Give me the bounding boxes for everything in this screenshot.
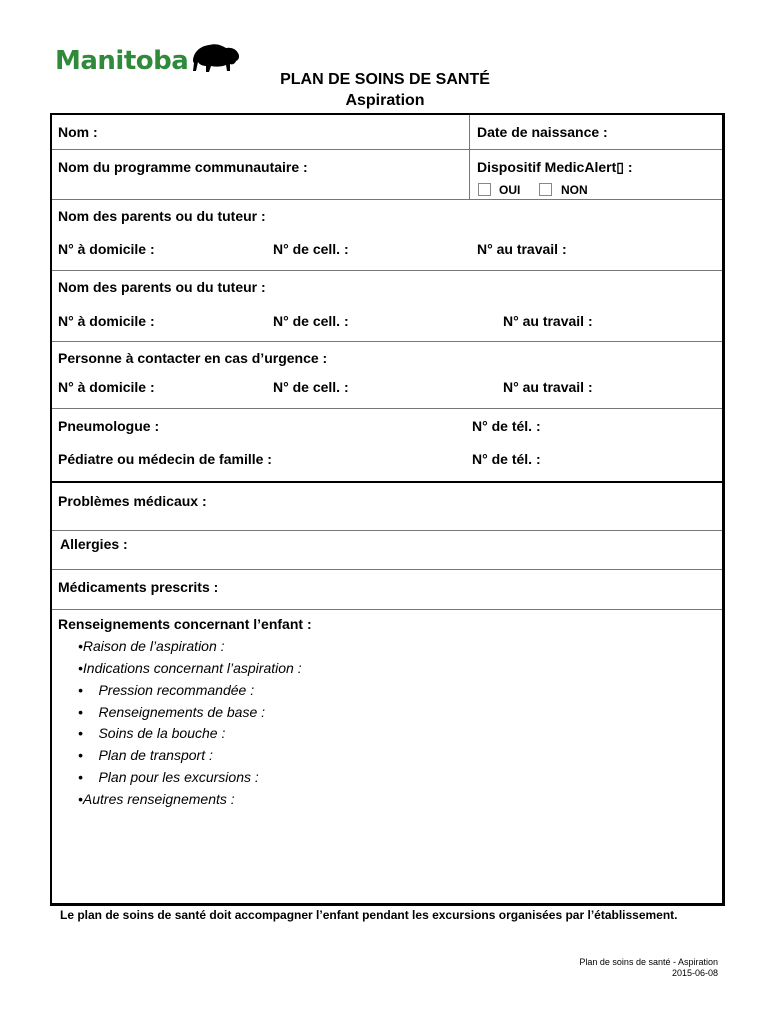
page-subtitle: Aspiration (345, 92, 425, 109)
row-divider (52, 569, 722, 570)
nom-label: Nom : (58, 124, 98, 140)
list-item: •Raison de l’aspiration : (78, 638, 225, 654)
row-divider (52, 341, 722, 342)
section-divider (52, 481, 722, 483)
problemes-label: Problèmes médicaux : (58, 493, 207, 509)
list-item: •Autres renseignements : (78, 791, 235, 807)
travail-label: N° au travail : (477, 241, 567, 257)
oui-checkbox[interactable] (478, 183, 491, 196)
medicaments-label: Médicaments prescrits : (58, 579, 219, 595)
row-divider (52, 530, 722, 531)
parents-label: Nom des parents ou du tuteur : (58, 279, 266, 295)
list-item: • Renseignements de base : (78, 704, 266, 720)
row-divider (52, 609, 722, 610)
date-naissance-label: Date de naissance : (477, 124, 608, 140)
column-divider (469, 115, 470, 199)
health-plan-form (50, 113, 725, 906)
footer-note: Le plan de soins de santé doit accompagner l’enfant pendant les excursions organisées par l’établissement. (60, 908, 678, 922)
bison-icon (190, 40, 242, 74)
cell-label: N° de cell. : (273, 313, 349, 329)
oui-label: OUI (499, 183, 521, 197)
logo-text: Manitoba (55, 46, 189, 76)
travail-label: N° au travail : (503, 379, 593, 395)
programme-label: Nom du programme communautaire : (58, 159, 308, 175)
urgence-label: Personne à contacter en cas d’urgence : (58, 350, 328, 366)
row-divider (52, 270, 722, 271)
footer-date: 2015-06-08 (671, 968, 718, 978)
medicalert-label: Dispositif MedicAlert▯ : (477, 159, 633, 175)
footer-doc-title: Plan de soins de santé - Aspiration (579, 957, 718, 967)
parents-label: Nom des parents ou du tuteur : (58, 208, 266, 224)
domicile-label: N° à domicile : (58, 379, 155, 395)
list-item: •Indications concernant l’aspiration : (78, 660, 302, 676)
list-item: • Pression recommandée : (78, 682, 255, 698)
list-item: • Soins de la bouche : (78, 725, 226, 741)
tel-label: N° de tél. : (472, 418, 541, 434)
pediatre-label: Pédiatre ou médecin de famille : (58, 451, 272, 467)
travail-label: N° au travail : (503, 313, 593, 329)
tel-label: N° de tél. : (472, 451, 541, 467)
renseignements-label: Renseignements concernant l’enfant : (58, 616, 312, 632)
page-title: PLAN DE SOINS DE SANTÉ (280, 71, 490, 88)
list-item: • Plan pour les excursions : (78, 769, 259, 785)
cell-label: N° de cell. : (273, 241, 349, 257)
manitoba-logo (55, 34, 242, 74)
row-divider (52, 149, 722, 150)
cell-label: N° de cell. : (273, 379, 349, 395)
domicile-label: N° à domicile : (58, 313, 155, 329)
allergies-label: Allergies : (60, 536, 128, 552)
row-divider (52, 408, 722, 409)
domicile-label: N° à domicile : (58, 241, 155, 257)
row-divider (52, 199, 722, 200)
list-item: • Plan de transport : (78, 747, 213, 763)
non-label: NON (561, 183, 588, 197)
non-checkbox[interactable] (539, 183, 552, 196)
pneumologue-label: Pneumologue : (58, 418, 160, 434)
